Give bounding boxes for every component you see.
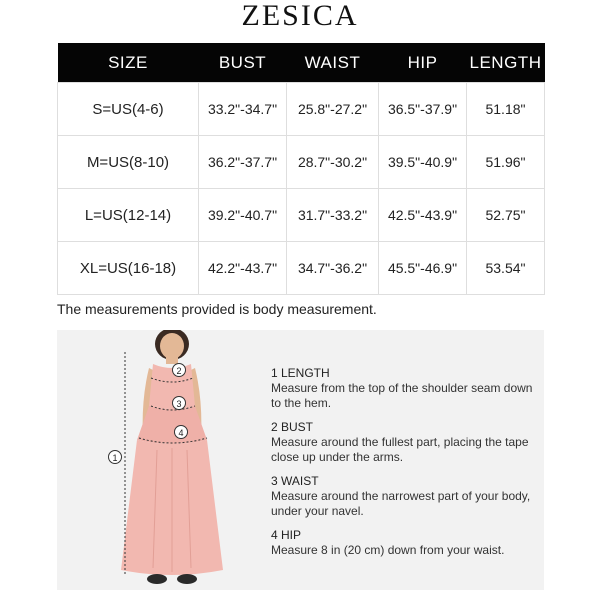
spec-title: 4 HIP — [271, 528, 302, 542]
table-row — [58, 242, 545, 295]
cell-bust: 42.2"-43.7" — [199, 242, 287, 295]
cell-length: 51.96" — [467, 136, 545, 189]
spec-title: 3 WAIST — [271, 474, 319, 488]
svg-text:3: 3 — [176, 399, 182, 409]
spec-title: 1 LENGTH — [271, 366, 330, 380]
marker-4 — [175, 426, 188, 439]
brand-logo: ZESICA — [241, 0, 359, 32]
table-row — [58, 136, 545, 189]
marker-3 — [173, 397, 186, 410]
cell-length: 51.18" — [467, 83, 545, 136]
marker-2 — [173, 364, 186, 377]
spec-bust — [271, 420, 541, 465]
cell-bust: 33.2"-34.7" — [199, 83, 287, 136]
cell-length: 52.75" — [467, 189, 545, 242]
cell-waist: 25.8"-27.2" — [287, 83, 379, 136]
header-bust: BUST — [199, 43, 287, 83]
measurement-guide-panel — [57, 330, 544, 590]
cell-hip: 39.5"-40.9" — [379, 136, 467, 189]
cell-size: L=US(12-14) — [58, 189, 199, 242]
table-row — [58, 189, 545, 242]
cell-waist: 31.7"-33.2" — [287, 189, 379, 242]
cell-hip: 42.5"-43.9" — [379, 189, 467, 242]
table-header-row — [58, 43, 545, 83]
dress-tier-1 — [137, 406, 207, 444]
cell-length: 53.54" — [467, 242, 545, 295]
header-waist: WAIST — [287, 43, 379, 83]
header-size: SIZE — [58, 43, 199, 83]
spec-text: Measure around the fullest part, placing the tape close up under the arms. — [271, 435, 529, 464]
cell-hip: 45.5"-46.9" — [379, 242, 467, 295]
measurement-instructions — [271, 366, 541, 567]
right-shoe — [177, 574, 197, 584]
svg-text:2: 2 — [176, 366, 182, 376]
table-row — [58, 83, 545, 136]
dress-bodice — [149, 364, 195, 409]
spec-text: Measure from the top of the shoulder seam down to the hem. — [271, 381, 533, 410]
cell-waist: 28.7"-30.2" — [287, 136, 379, 189]
cell-hip: 36.5"-37.9" — [379, 83, 467, 136]
header-length: LENGTH — [467, 43, 545, 83]
measurement-note: The measurements provided is body measurement. — [57, 301, 377, 317]
cell-bust: 39.2"-40.7" — [199, 189, 287, 242]
cell-waist: 34.7"-36.2" — [287, 242, 379, 295]
spec-length — [271, 366, 541, 411]
dress-figure — [77, 330, 252, 590]
header-hip: HIP — [379, 43, 467, 83]
marker-1 — [109, 451, 122, 464]
cell-size: XL=US(16-18) — [58, 242, 199, 295]
svg-text:4: 4 — [178, 428, 184, 438]
spec-text: Measure 8 in (20 cm) down from your waist. — [271, 543, 505, 557]
spec-text: Measure around the narrowest part of your body, under your navel. — [271, 489, 531, 518]
cell-size: M=US(8-10) — [58, 136, 199, 189]
cell-size: S=US(4-6) — [58, 83, 199, 136]
size-chart-table — [57, 43, 545, 295]
spec-title: 2 BUST — [271, 420, 314, 434]
spec-hip — [271, 528, 541, 558]
dress-illustration — [77, 330, 252, 590]
left-shoe — [147, 574, 167, 584]
spec-waist — [271, 474, 541, 519]
cell-bust: 36.2"-37.7" — [199, 136, 287, 189]
svg-text:1: 1 — [112, 453, 118, 463]
